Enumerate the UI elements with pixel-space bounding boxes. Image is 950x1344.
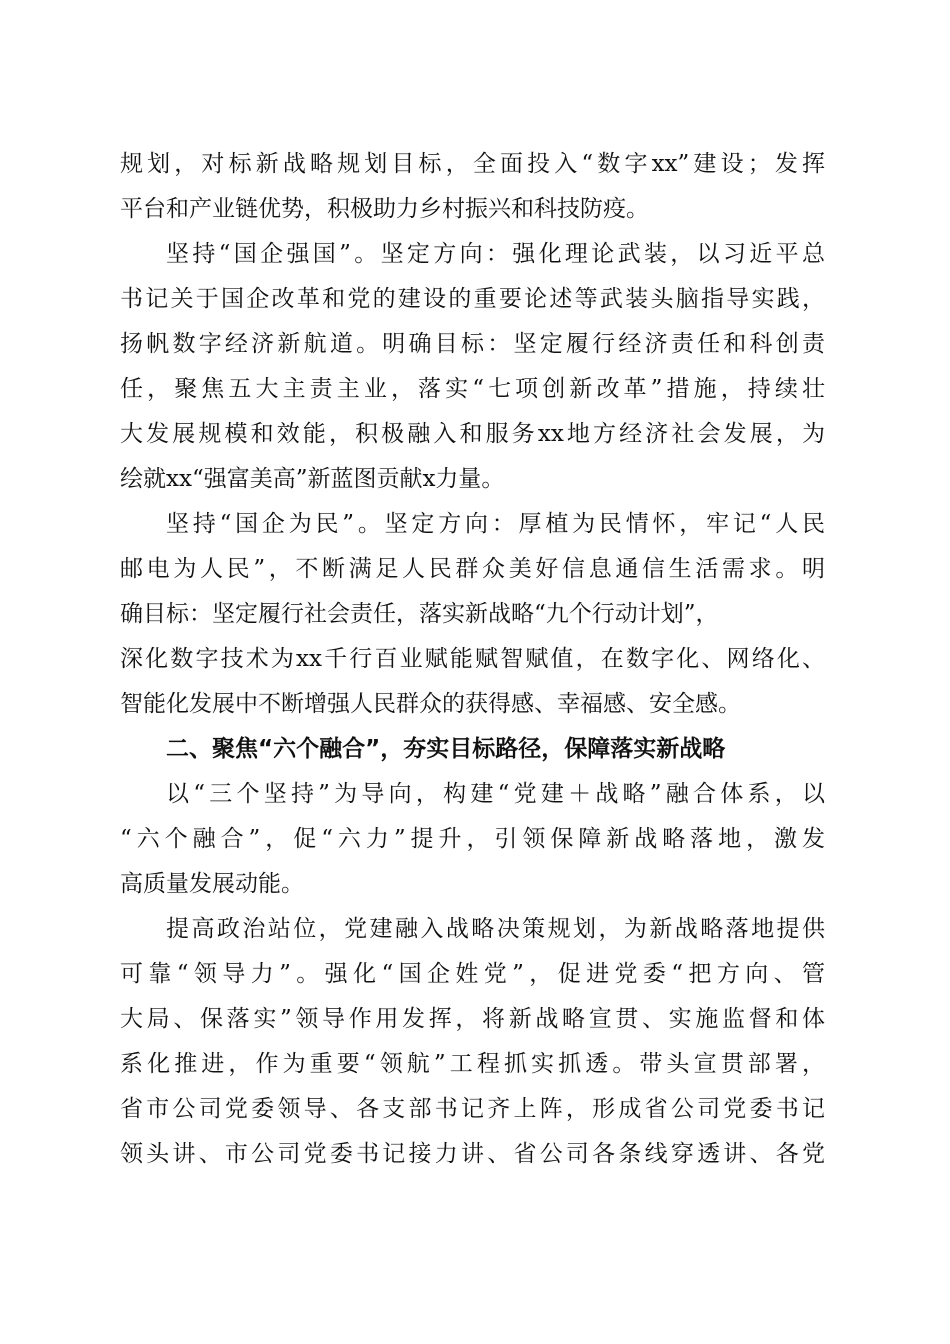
- text-line: “六个融合”，促“六力”提升，引领保障新战略落地，激发: [120, 826, 825, 852]
- text-line: 省市公司党委领导、各支部书记齐上阵，形成省公司党委书记: [120, 1096, 825, 1122]
- text-line: 绘就xx“强富美高”新蓝图贡献x力量。: [120, 466, 505, 492]
- text-line: 书记关于国企改革和党的建设的重要论述等武装头脑指导实践，: [120, 286, 825, 312]
- text-line: 可靠“领导力”。强化“国企姓党”，促进党委“把方向、管: [120, 961, 825, 987]
- paragraph-start-line: 坚持“国企强国”。坚定方向：强化理论武装，以习近平总: [166, 241, 825, 267]
- text-line: 规划，对标新战略规划目标，全面投入“数字xx”建设；发挥: [120, 151, 825, 177]
- text-line: 领头讲、市公司党委书记接力讲、省公司各条线穿透讲、各党: [120, 1141, 825, 1167]
- text-line: 系化推进，作为重要“领航”工程抓实抓透。带头宣贯部署，: [120, 1051, 825, 1077]
- paragraph-start-line: 提高政治站位，党建融入战略决策规划，为新战略落地提供: [166, 916, 825, 942]
- text-line: 平台和产业链优势，积极助力乡村振兴和科技防疫。: [120, 196, 649, 222]
- text-line: 深化数字技术为xx千行百业赋能赋智赋值，在数字化、网络化、: [120, 646, 825, 672]
- paragraph-start-line: 坚持“国企为民”。坚定方向：厚植为民情怀，牢记“人民: [166, 511, 825, 537]
- text-line: 大局、保落实”领导作用发挥，将新战略宣贯、实施监督和体: [120, 1006, 825, 1032]
- section-heading: 二、聚焦“六个融合”，夯实目标路径，保障落实新战略: [166, 736, 726, 762]
- text-line: 确目标：坚定履行社会责任，落实新战略“九个行动计划”，: [120, 601, 719, 627]
- paragraph-start-line: 以“三个坚持”为导向，构建“党建＋战略”融合体系，以: [166, 781, 825, 807]
- text-line: 高质量发展动能。: [120, 871, 304, 897]
- text-line: 大发展规模和效能，积极融入和服务xx地方经济社会发展，为: [120, 421, 825, 447]
- text-line: 邮电为人民”，不断满足人民群众美好信息通信生活需求。明: [120, 556, 825, 582]
- text-line: 任，聚焦五大主责主业，落实“七项创新改革”措施，持续壮: [120, 376, 825, 402]
- text-line: 扬帆数字经济新航道。明确目标：坚定履行经济责任和科创责: [120, 331, 825, 357]
- text-line: 智能化发展中不断增强人民群众的获得感、幸福感、安全感。: [120, 691, 741, 717]
